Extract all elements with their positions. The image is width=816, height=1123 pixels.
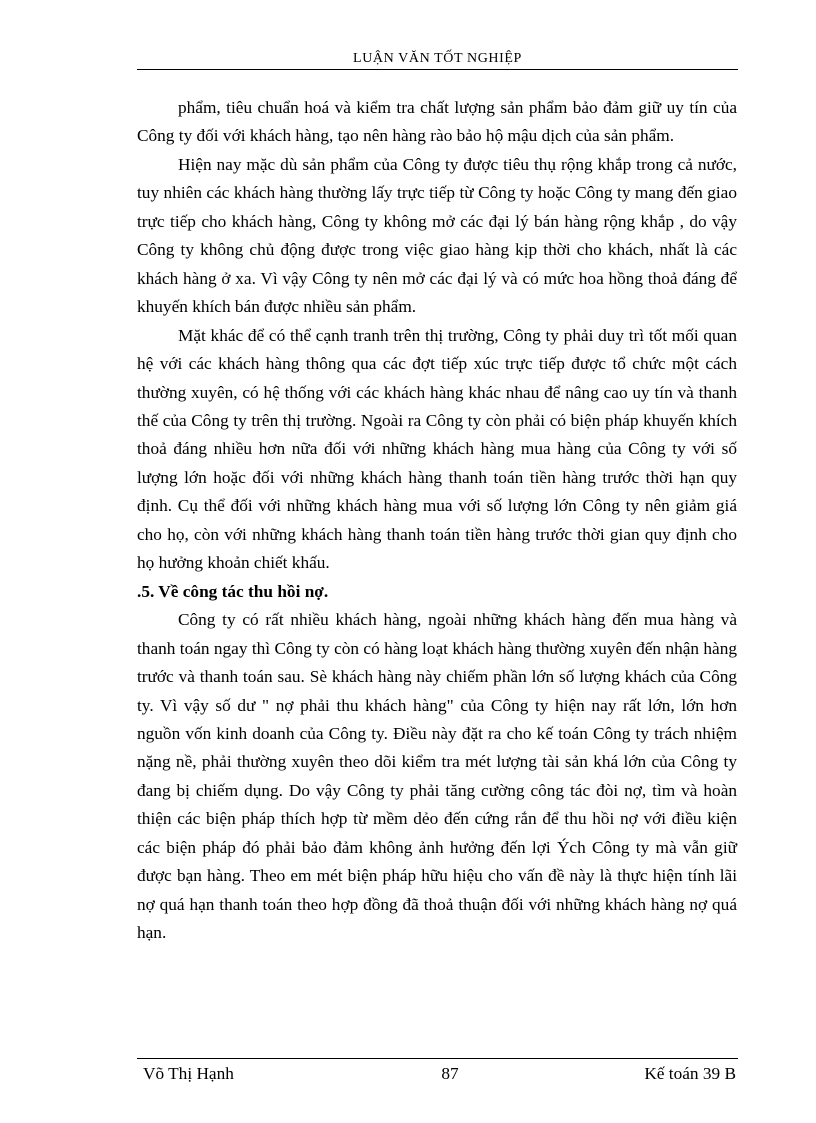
header-divider: [137, 69, 738, 70]
footer-class-name: Kế toán 39 B: [644, 1064, 736, 1083]
footer-divider: [137, 1058, 738, 1059]
document-body: [137, 94, 737, 948]
footer-page-number: 87: [441, 1064, 459, 1083]
body-paragraph: Mặt khác để có thể cạnh tranh trên thị trường, Công ty phải duy trì tốt mối quan hệ với các khách hàng thông qua các đợt tiếp xúc trực tiếp được tổ chức một cách thường xuyên, có hệ thống với các khách hàng khác nhau để nâng cao uy tín và thanh thế của Công ty trên thị trường. Ngoài ra Công ty còn phải có biện pháp khuyến khích thoả đáng nhiều hơn nữa đối với những khách hàng mua hàng của Công ty với số lượng lớn hoặc đối với những khách hàng thanh toán tiền hàng trước thời hạn quy định. Cụ thể đối với những khách hàng mua với số lượng lớn Công ty nên giảm giá cho họ, còn với những khách hàng thanh toán tiền hàng trước thời gian quy định cho họ hưởng khoản chiết khấu.: [137, 325, 737, 573]
body-paragraph: Công ty có rất nhiều khách hàng, ngoài những khách hàng đến mua hàng và thanh toán ngay thì Công ty còn có hàng loạt khách hàng thường xuyên đến nhận hàng trước và thanh toán sau. Sè khách hàng này chiếm phần lớn số lượng khách của Công ty. Vì vậy số dư " nợ phải thu khách hàng" của Công ty hiện nay rất lớn, lớn hơn nguồn vốn kinh doanh của Công ty. Điều này đặt ra cho kế toán Công ty trách nhiệm nặng nề, phải thường xuyên theo dõi kiểm tra mét lượng tài sản khá lớn của Công ty đang bị chiếm dụng. Do vậy Công ty phải tăng cường công tác đòi nợ, tìm và hoàn thiện các biện pháp thích hợp từ mềm dẻo đến cứng rắn để thu hồi nợ với điều kiện các biện pháp đó phải bảo đảm không ảnh hưởng đến lợi Ých Công ty mà vẫn giữ được bạn hàng. Theo em mét biện pháp hữu hiệu cho vấn đề này là thực hiện tính lãi nợ quá hạn thanh toán theo hợp đồng đã thoả thuận đối với những khách hàng nợ quá hạn.: [137, 610, 737, 943]
body-paragraph: phẩm, tiêu chuẩn hoá và kiểm tra chất lượng sản phẩm bảo đảm giữ uy tín của Công ty đối với khách hàng, tạo nên hàng rào bảo hộ mậu dịch của sản phẩm.: [137, 98, 737, 146]
section-heading: .5. Về công tác thu hồi nợ.: [137, 581, 329, 601]
body-paragraph: Hiện nay mặc dù sản phẩm của Công ty được tiêu thụ rộng khắp trong cả nước, tuy nhiên các khách hàng thường lấy trực tiếp từ Công ty hoặc Công ty mang đến giao trực tiếp cho khách hàng, Công ty không mở các đại lý bán hàng rộng khắp , do vậy Công ty không chủ động được trong việc giao hàng kịp thời cho khách, nhất là các khách hàng ở xa. Vì vậy Công ty nên mở các đại lý và có mức hoa hồng thoả đáng để khuyến khích bán được nhiều sản phẩm.: [137, 154, 737, 317]
footer-author: Võ Thị Hạnh: [143, 1064, 234, 1083]
running-header-title: LUẬN VĂN TỐT NGHIỆP: [353, 51, 522, 66]
